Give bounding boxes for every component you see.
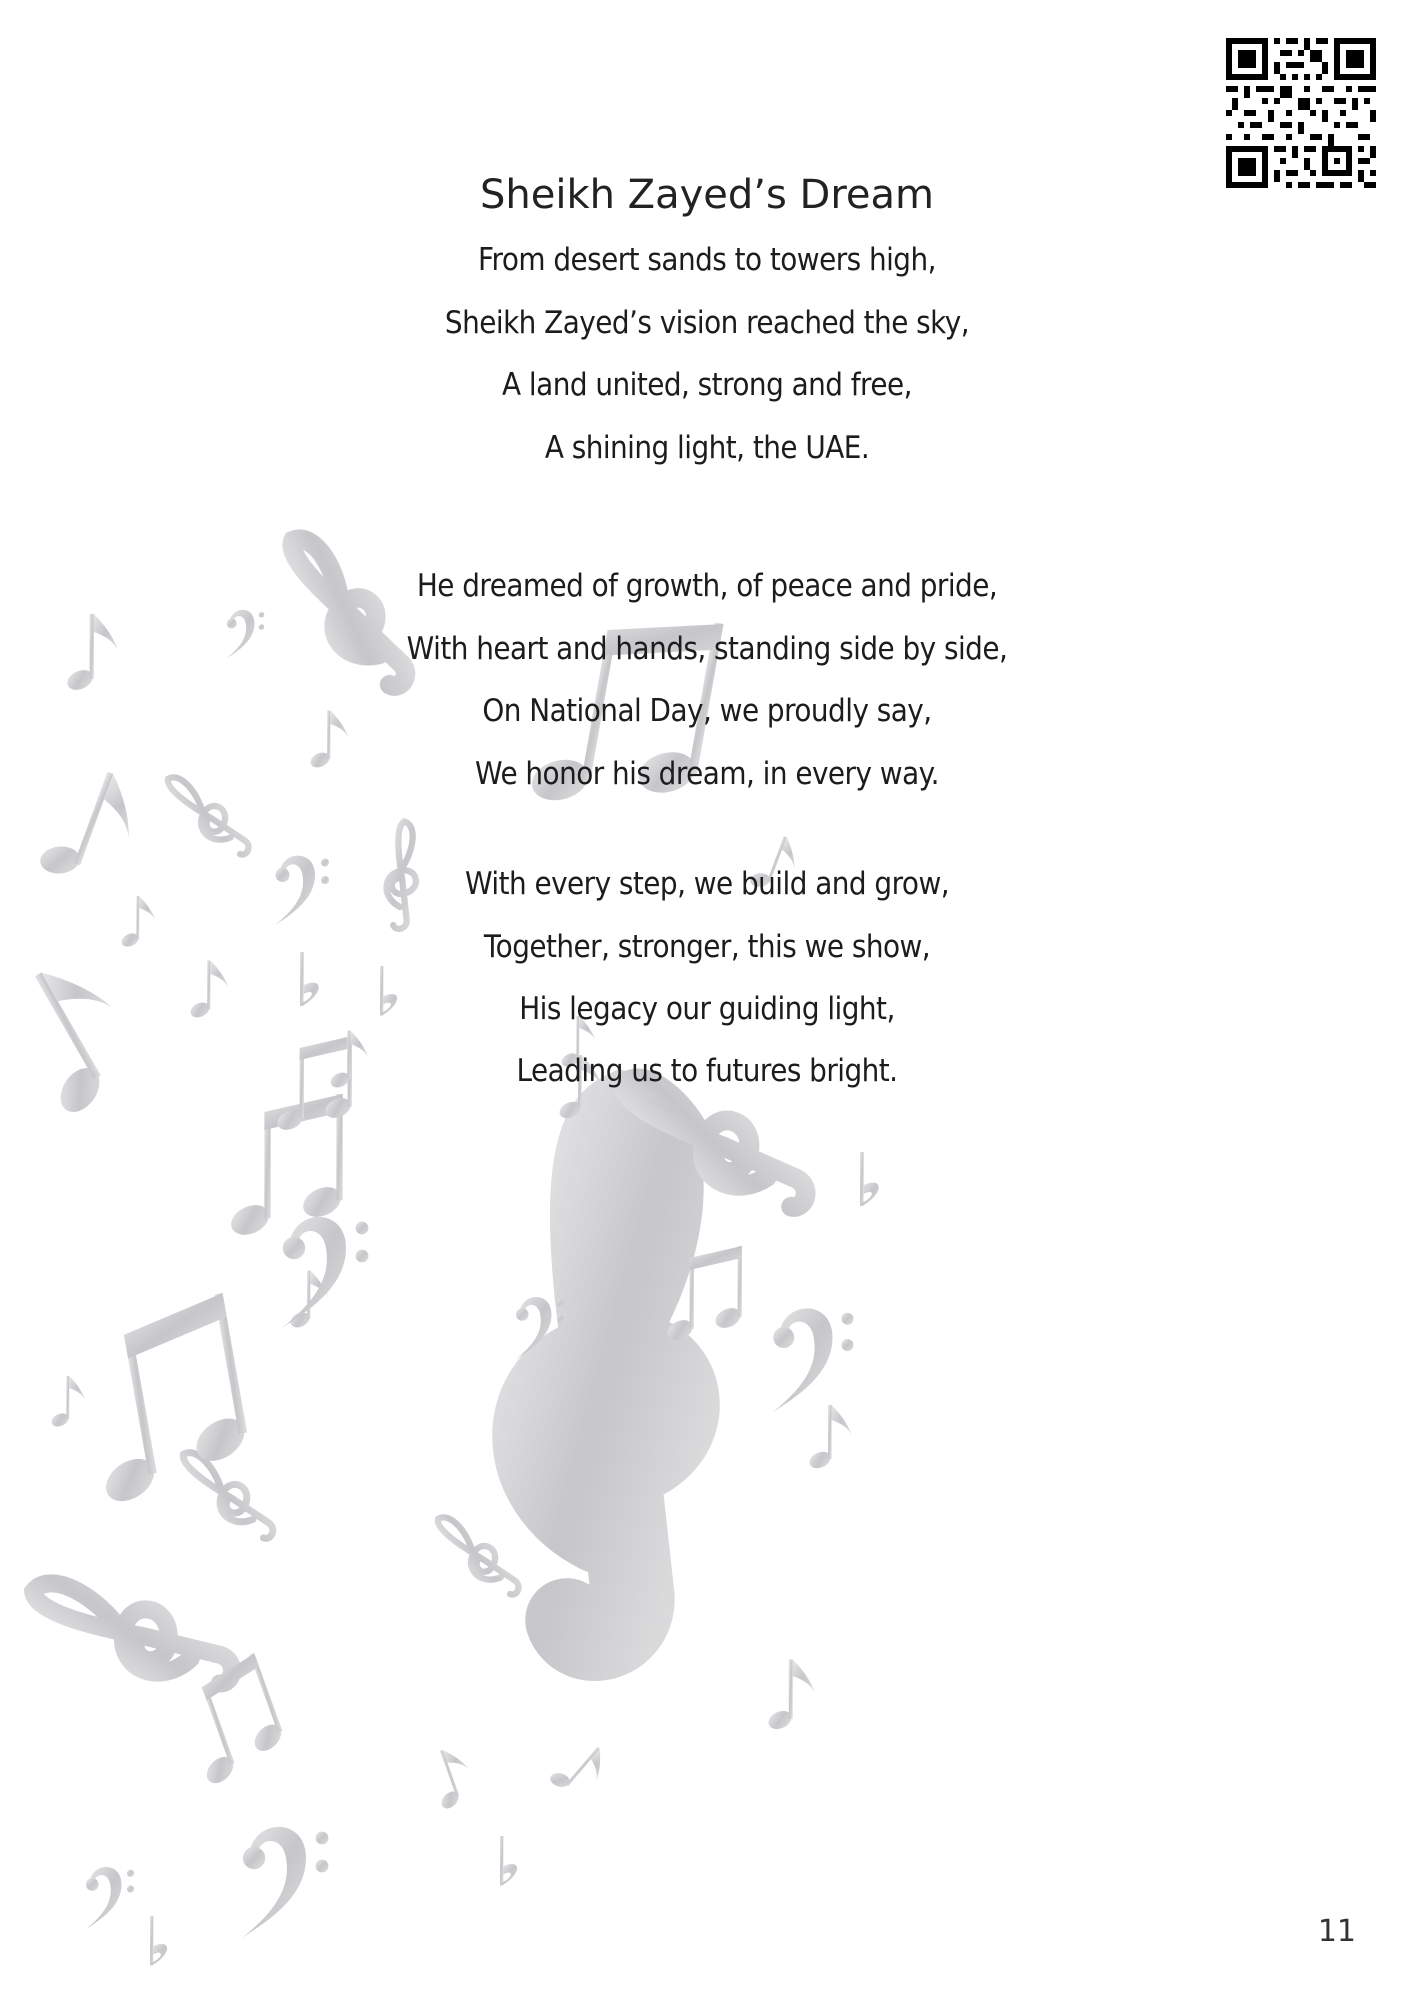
poem-line: He dreamed of growth, of peace and pride, (416, 568, 998, 604)
poem-title: Sheikh Zayed’s Dream (479, 172, 934, 218)
poem-line: Leading us to futures bright. (516, 1053, 898, 1089)
poem-line: His legacy our guiding light, (519, 991, 895, 1027)
poem-line: A land united, strong and free, (502, 367, 912, 403)
qr-code-icon[interactable] (1226, 38, 1376, 188)
poem-line: Together, stronger, this we show, (483, 929, 931, 965)
poem-line: We honor his dream, in every way. (475, 756, 939, 792)
poem-line: On National Day, we proudly say, (482, 693, 932, 729)
poem-line: Sheikh Zayed’s vision reached the sky, (444, 305, 970, 341)
poem-line: From desert sands to towers high, (478, 242, 936, 278)
page-number: 11 (1317, 1914, 1356, 1949)
poem-line: With heart and hands, standing side by side, (406, 631, 1008, 667)
poem-line: A shining light, the UAE. (544, 430, 870, 466)
poem-line: With every step, we build and grow, (464, 866, 950, 902)
